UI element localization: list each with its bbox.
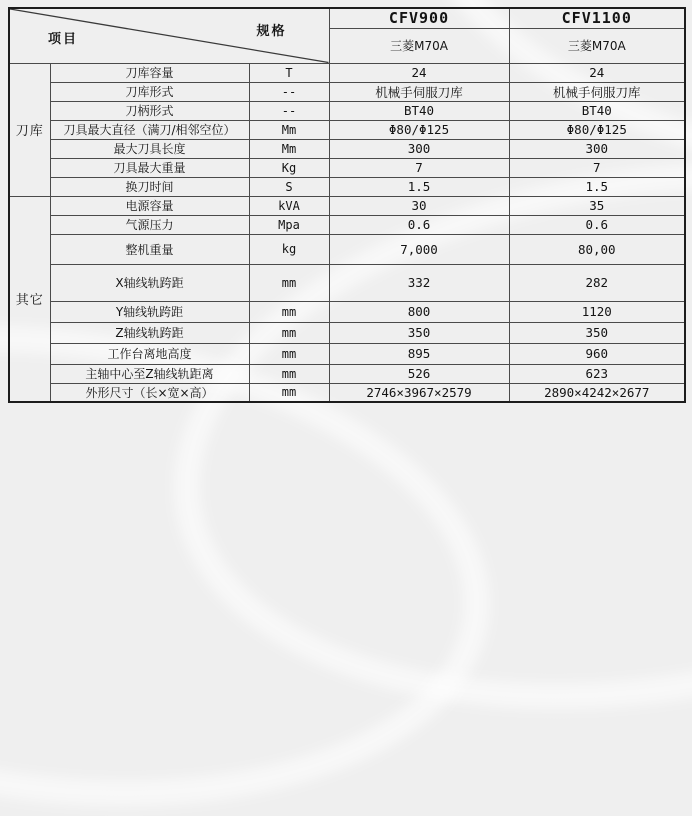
table-row — [9, 264, 685, 301]
value-cell-cfv900: 350 — [329, 322, 509, 343]
group-cell-others: 其它 — [9, 196, 50, 402]
unit-cell: mm — [249, 383, 329, 402]
group-cell-tool-magazine: 刀库 — [9, 63, 50, 196]
row-label-cell: 换刀时间 — [50, 177, 249, 196]
value-cell-cfv900: 24 — [329, 63, 509, 82]
row-label-cell: 外形尺寸（长×宽×高） — [50, 383, 249, 402]
unit-cell: mm — [249, 322, 329, 343]
unit-cell: kVA — [249, 196, 329, 215]
row-label-cell: 主轴中心至Z轴线轨距离 — [50, 364, 249, 383]
controller-cell-cfv1100: 三菱M70A — [509, 28, 685, 63]
unit-cell: S — [249, 177, 329, 196]
row-label-cell: 工作台离地高度 — [50, 343, 249, 364]
row-label-cell: 刀具最大重量 — [50, 158, 249, 177]
corner-item-label: 项目 — [48, 32, 79, 47]
corner-header-cell — [9, 8, 329, 63]
unit-cell: kg — [249, 234, 329, 264]
table-row — [9, 343, 685, 364]
corner-spec-label: 规格 — [256, 24, 287, 39]
unit-cell: mm — [249, 364, 329, 383]
table-row — [9, 364, 685, 383]
table-row — [9, 158, 685, 177]
unit-cell: mm — [249, 264, 329, 301]
controller-cell-cfv900: 三菱M70A — [329, 28, 509, 63]
value-cell-cfv1100: 1120 — [509, 301, 685, 322]
value-cell-cfv1100: Φ80/Φ125 — [509, 120, 685, 139]
value-cell-cfv900: 7 — [329, 158, 509, 177]
value-cell-cfv900: 800 — [329, 301, 509, 322]
value-cell-cfv900: 0.6 — [329, 215, 509, 234]
value-cell-cfv1100: 623 — [509, 364, 685, 383]
spec-table — [8, 7, 686, 403]
value-cell-cfv900: BT40 — [329, 101, 509, 120]
model-header-cfv1100: CFV1100 — [509, 8, 685, 28]
value-cell-cfv1100: 机械手伺服刀库 — [509, 82, 685, 101]
table-row — [9, 63, 685, 82]
value-cell-cfv1100: 35 — [509, 196, 685, 215]
value-cell-cfv1100: 80,00 — [509, 234, 685, 264]
row-label-cell: X轴线轨跨距 — [50, 264, 249, 301]
row-label-cell: 刀库容量 — [50, 63, 249, 82]
unit-cell: Kg — [249, 158, 329, 177]
unit-cell: T — [249, 63, 329, 82]
value-cell-cfv1100: 1.5 — [509, 177, 685, 196]
row-label-cell: 电源容量 — [50, 196, 249, 215]
row-label-cell: Z轴线轨跨距 — [50, 322, 249, 343]
value-cell-cfv900: 526 — [329, 364, 509, 383]
unit-cell: -- — [249, 82, 329, 101]
table-row — [9, 383, 685, 402]
value-cell-cfv900: 895 — [329, 343, 509, 364]
row-label-cell: 刀具最大直径（满刀/相邻空位） — [50, 120, 249, 139]
unit-cell: -- — [249, 101, 329, 120]
row-label-cell: 气源压力 — [50, 215, 249, 234]
model-header-cfv900: CFV900 — [329, 8, 509, 28]
value-cell-cfv900: 7,000 — [329, 234, 509, 264]
value-cell-cfv1100: 300 — [509, 139, 685, 158]
table-row — [9, 101, 685, 120]
value-cell-cfv1100: 2890×4242×2677 — [509, 383, 685, 402]
value-cell-cfv1100: 7 — [509, 158, 685, 177]
value-cell-cfv1100: 960 — [509, 343, 685, 364]
row-label-cell: 刀柄形式 — [50, 101, 249, 120]
table-row — [9, 196, 685, 215]
unit-cell: Mpa — [249, 215, 329, 234]
table-row — [9, 322, 685, 343]
value-cell-cfv900: 2746×3967×2579 — [329, 383, 509, 402]
value-cell-cfv1100: 24 — [509, 63, 685, 82]
row-label-cell: 整机重量 — [50, 234, 249, 264]
value-cell-cfv900: 1.5 — [329, 177, 509, 196]
table-row — [9, 301, 685, 322]
unit-cell: Mm — [249, 120, 329, 139]
table-row — [9, 215, 685, 234]
unit-cell: Mm — [249, 139, 329, 158]
row-label-cell: 最大刀具长度 — [50, 139, 249, 158]
value-cell-cfv900: 30 — [329, 196, 509, 215]
table-row — [9, 120, 685, 139]
table-row — [9, 82, 685, 101]
value-cell-cfv1100: 282 — [509, 264, 685, 301]
table-row — [9, 139, 685, 158]
row-label-cell: 刀库形式 — [50, 82, 249, 101]
value-cell-cfv900: Φ80/Φ125 — [329, 120, 509, 139]
table-row — [9, 234, 685, 264]
value-cell-cfv900: 332 — [329, 264, 509, 301]
table-row — [9, 177, 685, 196]
value-cell-cfv1100: 350 — [509, 322, 685, 343]
row-label-cell: Y轴线轨跨距 — [50, 301, 249, 322]
value-cell-cfv900: 机械手伺服刀库 — [329, 82, 509, 101]
value-cell-cfv1100: 0.6 — [509, 215, 685, 234]
value-cell-cfv1100: BT40 — [509, 101, 685, 120]
header-row-models — [9, 8, 685, 28]
unit-cell: mm — [249, 301, 329, 322]
value-cell-cfv900: 300 — [329, 139, 509, 158]
unit-cell: mm — [249, 343, 329, 364]
